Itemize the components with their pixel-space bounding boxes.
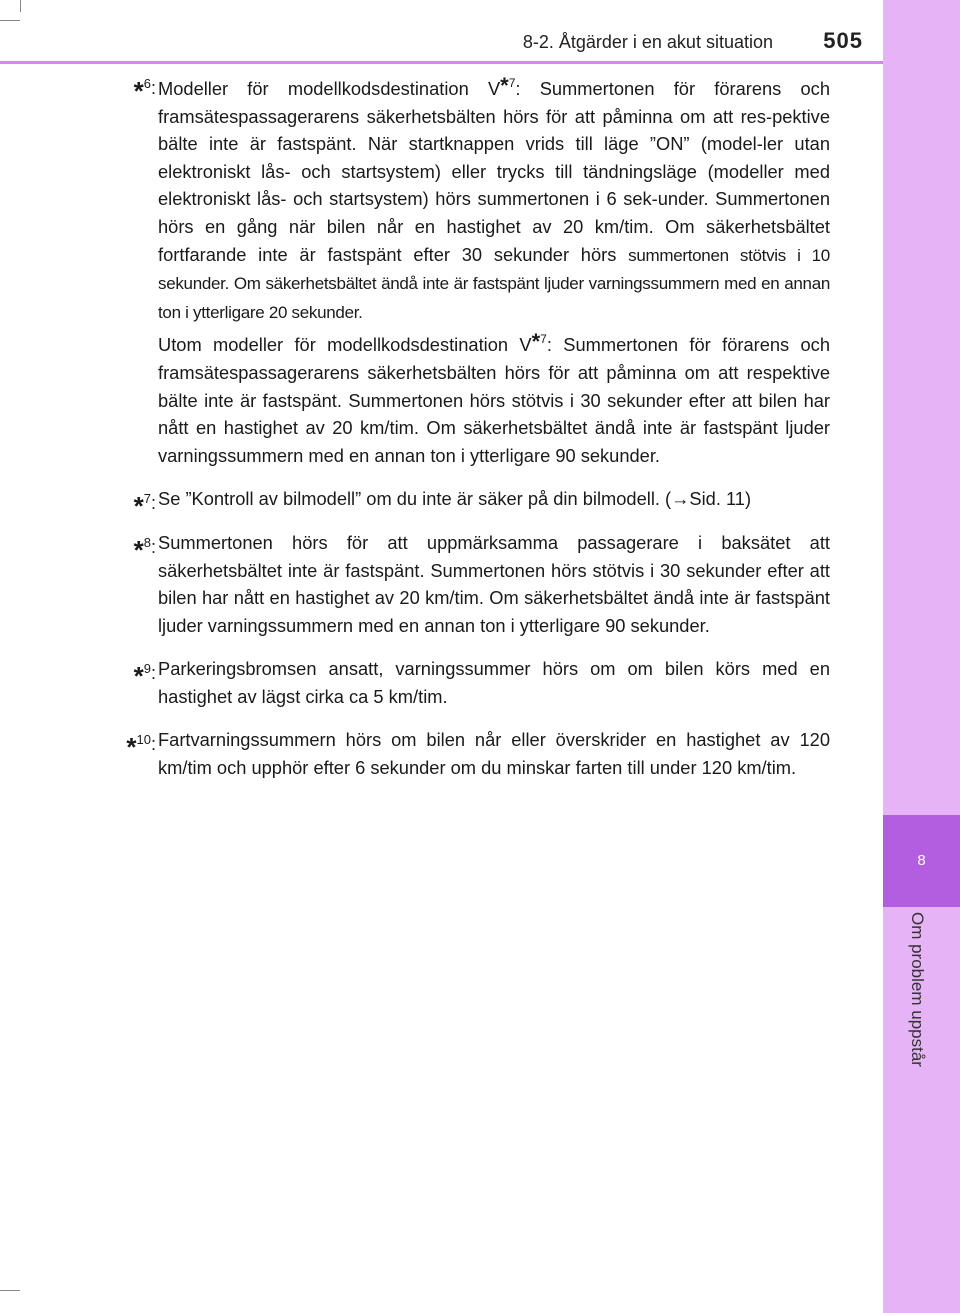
page-number: 505 <box>823 28 863 53</box>
footnotes <box>100 70 830 798</box>
header-rule <box>0 61 883 64</box>
footnote-text: Fartvarningssummern hörs om bilen når eller överskrider en hastighet av 120 km/tim och upphör efter 6 sekunder om du minskar farten till under 120 km/tim. <box>158 729 830 779</box>
footnote-10 <box>100 726 830 781</box>
footnote-9 <box>100 655 830 710</box>
footnote-text: Parkeringsbromsen ansatt, varningssummer hörs om om bilen körs med en hastighet av lägst cirka ca 5 km/tim. <box>158 658 830 707</box>
footnote-6 <box>100 70 830 469</box>
footnote-8 <box>100 529 830 639</box>
chapter-title: Om problem uppstår <box>908 912 927 1067</box>
footnote-paragraph: Utom modeller för modellkodsdestination V*$^7$: Summertonen för förarens och framsätespassagerarens säkerhetsbälten hörs för att påminna om att respektive bälte inte är fastspänt. Summertonen hörs stötvis i 30 sekunder efter att bilen har nått en hastighet av 20 km/tim. Om säkerhetsbältet ändå inte är fastspänt ljuder varningssummern med en annan ton i ytterligare 90 sekunder. <box>158 329 830 466</box>
footnote-marker: *$^9$: <box>133 661 156 692</box>
footnote-7 <box>100 485 830 522</box>
footnote-marker: *$^{10}$: <box>126 732 156 763</box>
footnote-marker: *$^6$: <box>133 76 156 106</box>
footnote-marker: *$^7$: <box>133 491 156 522</box>
section-title: 8-2. Åtgärder i en akut situation <box>522 32 773 52</box>
chapter-number: 8 <box>917 852 926 869</box>
crop-mark <box>0 1290 20 1291</box>
footnote-marker: *$^8$: <box>133 534 156 565</box>
page-header <box>0 0 883 60</box>
footnote-paragraph: Modeller för modellkodsdestination V*$^7$: Summertonen för förarens och framsätespassagerarens säkerhetsbälten hörs för att påminna om att res-pektive bälte inte är fastspänt. När startknappen vrids till läge ”ON” (model-ler utan elektroniskt lås- och startsystem) eller trycks till tändningsläge (modeller med elektroniskt lås- och startsystem) hörs summertonen i 6 sek-under. Summertonen hörs en gång när bilen når en hastighet av 20 km/tim. Om säkerhetsbältet fortfarande inte är fastspänt efter 30 sekunder hörs summertonen stötvis i 10 sekunder. Om säkerhetsbältet ändå inte är fastspänt ljuder varningssummern med en annan ton i ytterligare 20 sekunder. <box>158 73 830 322</box>
footnote-text: Se ”Kontroll av bilmodell” om du inte är säker på din bilmodell. (→Sid. 11) <box>158 488 752 510</box>
footnote-text: Summertonen hörs för att uppmärksamma passagerare i baksätet att säkerhetsbältet inte är fastspänt. Summertonen hörs stötvis i 30 sekunder efter att bilen har nått en hastighet av 20 km/tim. Om säkerhetsbältet ändå inte är fastspänt ljuder varningssummern med en annan ton i ytterligare 90 sekunder. <box>158 531 830 636</box>
